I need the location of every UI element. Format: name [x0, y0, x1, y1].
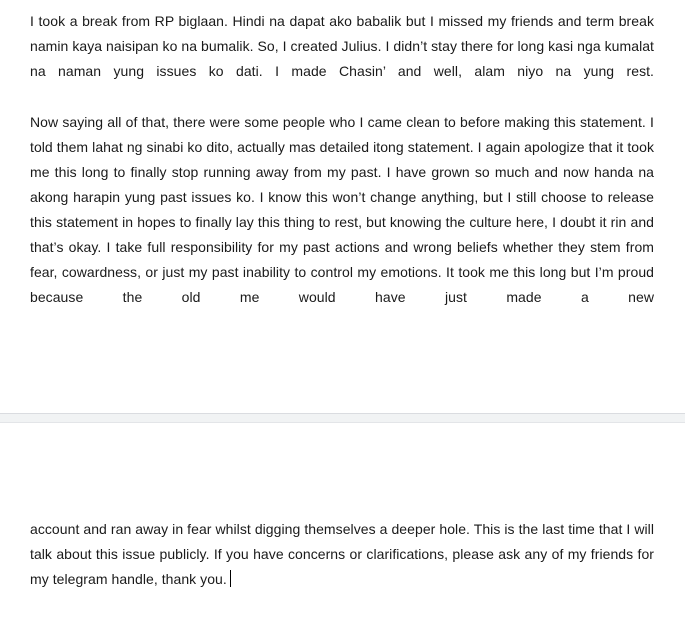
document-page-2[interactable] — [0, 423, 685, 624]
paragraph-2: Now saying all of that, there were some people who I came clean to before making this statement. I told them lahat ng sinabi ko dito, actually mas detailed itong statement. I again apologize that it took me this long to finally stop running away from my past. I have grown so much and now handa na akong harapin yung past issues ko. I know this won’t change anything, but I still choose to release this statement in hopes to finally lay this thing to rest, but knowing the culture here, I doubt it rin and that’s okay. I take full responsibility for my past actions and wrong beliefs whether they stem from fear, cowardness, or just my past inability to control my emotions. It took me this long but I’m proud because the old me would have just made a new — [30, 114, 654, 305]
page-break — [0, 413, 685, 423]
text-cursor — [230, 570, 232, 587]
paragraph-3-text: account and ran away in fear whilst digging themselves a deeper hole. This is the last time that I will talk about this issue publicly. If you have concerns or clarifications, please ask any of my friends for my telegram handle, thank you. — [30, 521, 654, 587]
paragraph-3-continued — [30, 517, 654, 592]
paragraph-1: I took a break from RP biglaan. Hindi na dapat ako babalik but I missed my friends and term break namin kaya naisipan ko na bumalik. So, I created Julius. I didn’t stay there for long kasi nga kumalat na naman yung issues ko dati. I made Chasin’ and well, alam niyo na yung rest. — [30, 13, 654, 79]
